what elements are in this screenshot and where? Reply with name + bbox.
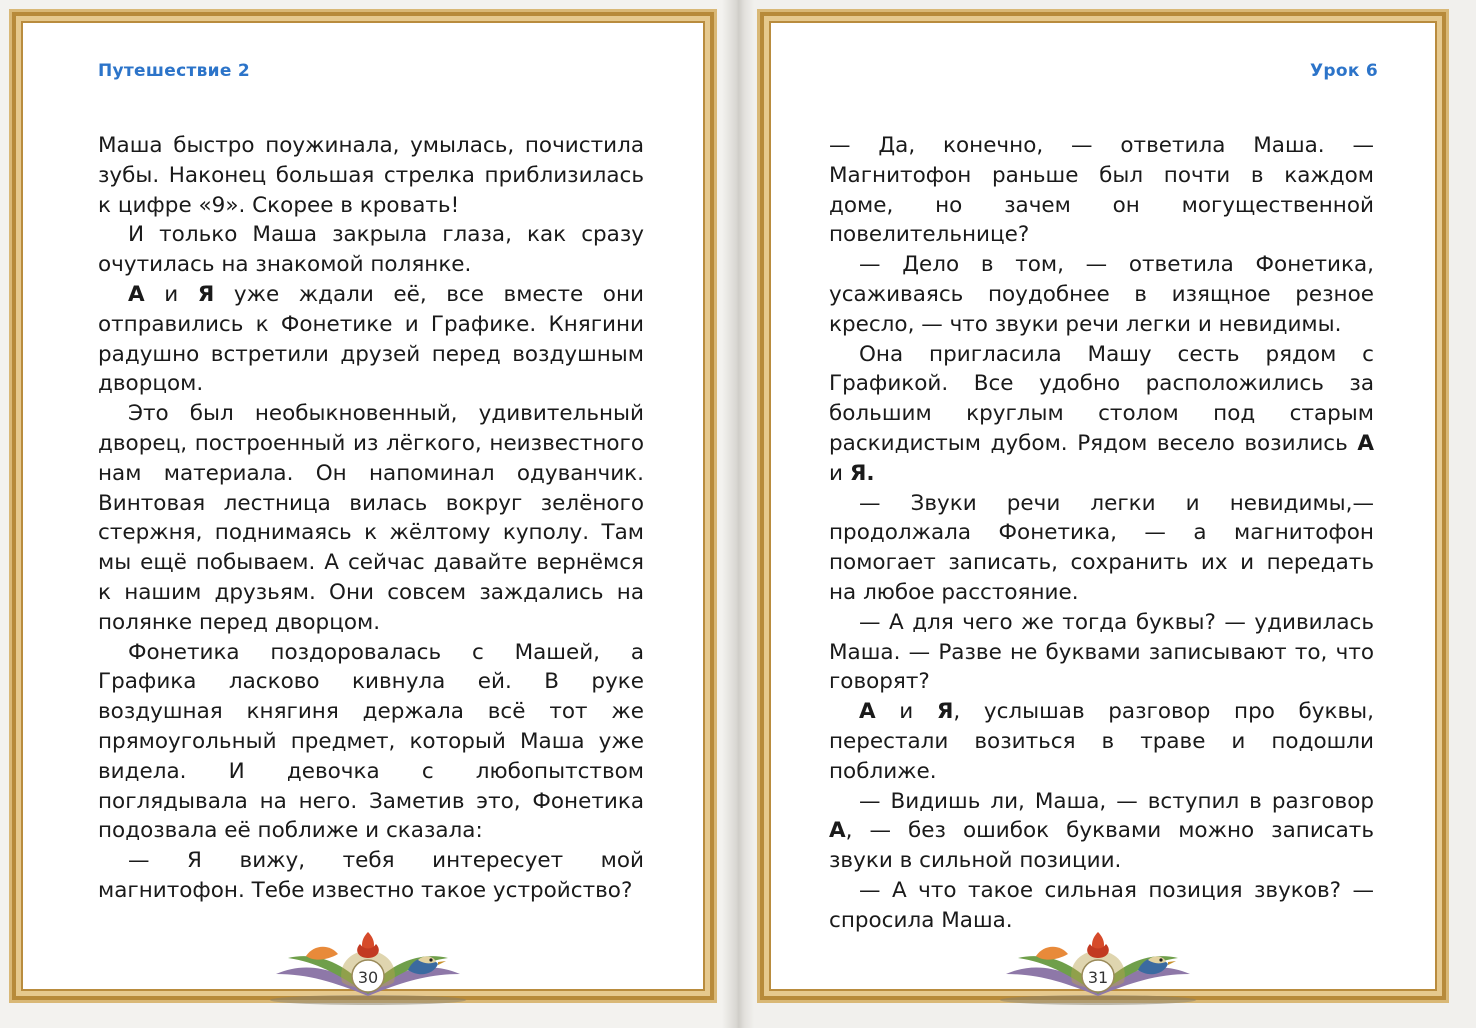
book-gutter [722, 0, 754, 1028]
paragraph [829, 131, 1374, 250]
text-run: — Дело в том, — ответила Фонетика, усаживаясь поудобнее в изящное резное кресло, — что звуки речи легки и невидимы. [829, 252, 1374, 337]
bold-letter: Я [197, 281, 215, 307]
text-run: Она пригласила Машу сесть рядом с Графикой. Все удобно расположились за большим круглым столом под старым раскидистым дубом. Рядом весело возились [829, 341, 1374, 456]
text-run: — Видишь ли, Маша, — вступил в разговор [859, 788, 1374, 814]
text-run: И только Маша закрыла глаза, как сразу очутилась на знакомой полянке. [98, 222, 644, 278]
paragraph [829, 489, 1374, 608]
left-running-head: Путешествие 2 [98, 61, 251, 81]
paragraph [98, 220, 644, 280]
paragraph [98, 399, 644, 637]
text-run: Это был необыкновенный, удивительный дворец, построенный из лёгкого, неизвестного нам материала. Он напоминал одуванчик. Винтовая лестница вилась вокруг зелёного стержня, поднимаясь к жёлтому куполу. Там мы ещё побываем. А сейчас давайте вернёмся к нашим друзьям. Они совсем заждались на полянке перед дворцом. [98, 401, 644, 635]
paragraph [98, 638, 644, 847]
text-run: — А что такое сильная позиция звуков? — спросила Маша. [829, 877, 1374, 933]
bold-letter: А [128, 281, 145, 307]
right-running-head: Урок 6 [1310, 61, 1379, 81]
text-run: , — без ошибок буквами можно записать звуки в сильной позиции. [829, 818, 1374, 874]
text-run: Маша быстро поужинала, умылась, почистила зубы. Наконец большая стрелка приблизилась к цифре «9». Скорее в кровать! [98, 133, 644, 218]
left-page-text [98, 131, 644, 906]
text-run: — Да, конечно, — ответила Маша. — Магнитофон раньше был почти в каждом доме, но зачем он могущественной повелительнице? [829, 133, 1374, 248]
paragraph [829, 876, 1374, 936]
bold-letter: А [1357, 430, 1374, 456]
text-run: и [875, 699, 937, 725]
text-run: — Я вижу, тебя интересует мой магнитофон. Тебе известно такое устройство? [98, 848, 644, 903]
bold-letter: А [859, 699, 876, 725]
paragraph [829, 250, 1374, 339]
bold-letter: Я [936, 699, 954, 725]
paragraph [98, 131, 644, 220]
text-run: уже ждали её, все вместе они отправились к Фонетике и Графике. Княгини радушно встретили друзей перед воздушным дворцом. [98, 281, 644, 397]
paragraph [829, 608, 1374, 697]
paragraph [98, 280, 644, 399]
left-page-number: 30 [357, 968, 379, 987]
right-page-number: 31 [1087, 968, 1109, 987]
text-run: — Звуки речи легки и невидимы,— продолжала Фонетика, — а магнитофон помогает записать, сохранить их и передать на любое расстояние. [829, 490, 1374, 605]
text-run: Фонетика поздоровалась с Машей, а Графика ласково кивнула ей. В руке воздушная княгиня держала всё тот же прямоугольный предмет, который Маша уже видела. И девочка с любопытством поглядывала на него. Заметив это, Фонетика подозвала её поближе и сказала: [98, 639, 644, 844]
paragraph [829, 340, 1374, 489]
text-run: и [829, 460, 850, 486]
paragraph [98, 846, 644, 906]
text-run: — А для чего же тогда буквы? — удивилась Маша. — Разве не буквами записывают то, что говорят? [829, 609, 1374, 695]
right-page-text [829, 131, 1374, 936]
bold-letter: А [829, 818, 846, 844]
text-run: и [144, 281, 198, 307]
paragraph [829, 697, 1374, 786]
paragraph [829, 787, 1374, 876]
text-run: , услышав разговор про буквы, перестали возиться в траве и подошли поближе. [829, 699, 1374, 784]
bold-letter: Я. [849, 460, 875, 486]
